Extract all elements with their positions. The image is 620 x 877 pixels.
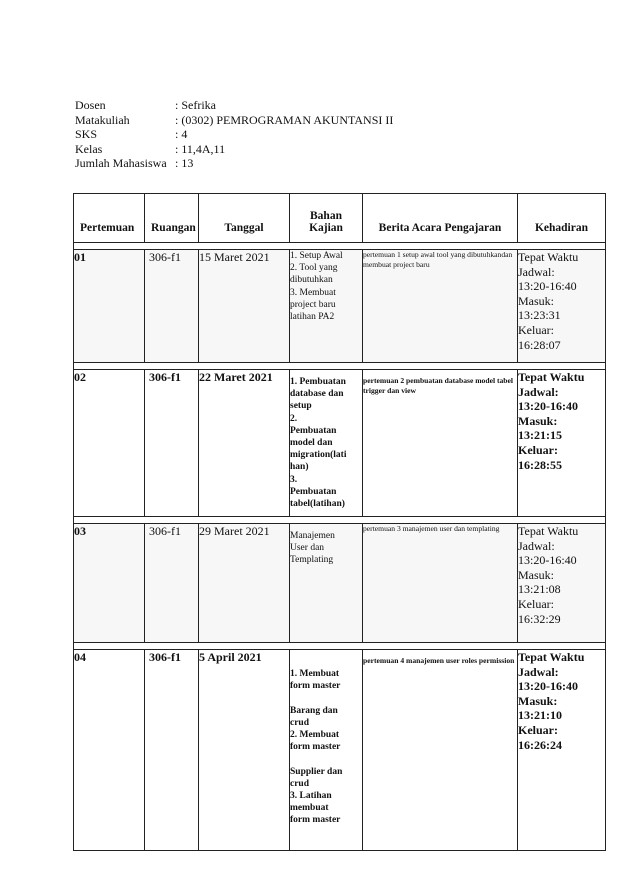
kehadiran-cell xyxy=(518,524,606,643)
cell-line: 16:32:29 xyxy=(518,611,561,626)
kelas-label: Kelas xyxy=(75,141,103,156)
pertemuan-cell: 04 xyxy=(74,650,145,851)
cell-line: Jadwal: xyxy=(518,538,555,553)
cell-line: Tepat Waktu xyxy=(518,650,585,664)
bahan-cell xyxy=(290,524,363,643)
cell-line: Masuk: xyxy=(518,693,558,708)
table-row xyxy=(74,250,606,363)
cell-line: 13:20-16:40 xyxy=(518,279,577,294)
cell-line: Keluar: xyxy=(518,722,558,737)
cell-line: 13:21:15 xyxy=(518,428,562,443)
cell-line: han) xyxy=(290,462,309,473)
cell-line: Tepat Waktu xyxy=(518,250,579,264)
matakuliah-label: Matakuliah xyxy=(75,112,130,127)
cell-line: 13:20-16:40 xyxy=(518,399,578,414)
kelas-row xyxy=(75,142,393,157)
cell-line: 1. Setup Awal xyxy=(290,251,343,261)
ruangan-cell: 306-f1 xyxy=(145,650,199,851)
tanggal-cell: 29 Maret 2021 xyxy=(199,524,290,643)
ruangan-cell: 306-f1 xyxy=(145,250,199,363)
cell-line: 16:26:24 xyxy=(518,737,562,752)
document-header xyxy=(75,98,393,171)
bahan-cell xyxy=(290,650,363,851)
jumlah-label: Jumlah Mahasiswa xyxy=(75,156,167,171)
spacer xyxy=(74,243,606,250)
cell-line: 2. xyxy=(290,413,298,424)
cell-line: model dan xyxy=(290,438,333,449)
pertemuan-cell: 01 xyxy=(74,250,145,363)
ruangan-cell: 306-f1 xyxy=(145,524,199,643)
kehadiran-cell xyxy=(518,650,606,851)
cell-line: form master xyxy=(290,815,341,826)
table-row xyxy=(74,524,606,643)
berita-cell: pertemuan 3 manajemen user dan templating xyxy=(363,524,518,643)
pertemuan-cell: 03 xyxy=(74,524,145,643)
table-header-row xyxy=(74,194,606,243)
jumlah-value: : 13 xyxy=(175,156,194,171)
cell-line: crud xyxy=(290,717,309,728)
col-ruangan: Ruangan xyxy=(145,194,199,243)
cell-line: Masuk: xyxy=(518,413,558,428)
cell-line: Keluar: xyxy=(518,322,554,337)
table-row xyxy=(74,650,606,851)
cell-line: Jadwal: xyxy=(518,264,555,279)
kehadiran-cell xyxy=(518,370,606,517)
spacer xyxy=(74,363,606,370)
col-tanggal: Tanggal xyxy=(199,194,290,243)
cell-line: 13:20-16:40 xyxy=(518,553,577,568)
col-bahan-line1: Bahan xyxy=(310,210,342,222)
kehadiran-cell xyxy=(518,250,606,363)
col-kehadiran: Kehadiran xyxy=(518,194,606,243)
cell-line: Templating xyxy=(290,555,334,566)
cell-line: 2. Membuat xyxy=(290,730,340,741)
dosen-label: Dosen xyxy=(75,98,106,112)
jumlah-row xyxy=(75,156,393,171)
dosen-row xyxy=(75,98,393,113)
cell-line: 3. xyxy=(290,474,298,485)
attendance-table xyxy=(73,193,606,851)
cell-line xyxy=(290,753,362,765)
kelas-value: : 11,4A,11 xyxy=(175,141,226,156)
cell-line: 3. Latihan xyxy=(290,791,332,802)
cell-line: project baru xyxy=(290,299,336,310)
cell-line: Barang dan xyxy=(290,705,338,716)
cell-line: User dan xyxy=(290,543,325,554)
col-pertemuan: Pertemuan xyxy=(74,194,145,243)
ruangan-cell: 306-f1 xyxy=(145,370,199,517)
cell-line: Pembuatan xyxy=(290,425,337,436)
tanggal-cell: 5 April 2021 xyxy=(199,650,290,851)
sks-row xyxy=(75,127,393,142)
cell-line: Pembuatan xyxy=(290,486,337,497)
cell-line: form master xyxy=(290,681,341,692)
berita-cell: pertemuan 4 manajemen user roles permission xyxy=(363,650,518,851)
bahan-cell xyxy=(290,250,363,363)
cell-line: latihan PA2 xyxy=(290,312,335,323)
matakuliah-value: : (0302) PEMROGRAMAN AKUNTANSI II xyxy=(175,112,394,127)
cell-line: 3. Membuat xyxy=(290,287,336,298)
cell-line: Keluar: xyxy=(518,442,558,457)
col-berita-acara: Berita Acara Pengajaran xyxy=(363,194,518,243)
cell-line: tabel(latihan) xyxy=(290,499,345,510)
cell-line: Masuk: xyxy=(518,293,554,308)
cell-line: Manajemen xyxy=(290,531,335,541)
cell-line: 1. Membuat xyxy=(290,669,340,679)
cell-line: 16:28:07 xyxy=(518,337,561,352)
cell-line: 13:21:08 xyxy=(518,582,561,597)
cell-line: Supplier dan xyxy=(290,766,343,777)
cell-line: 13:23:31 xyxy=(518,308,561,323)
berita-cell: pertemuan 2 pembuatan database model tabel trigger dan view xyxy=(363,370,518,517)
matakuliah-row xyxy=(75,113,393,128)
cell-line: crud xyxy=(290,778,309,789)
cell-line: dibutuhkan xyxy=(290,275,333,286)
cell-line: 13:20-16:40 xyxy=(518,679,578,694)
bahan-cell xyxy=(290,370,363,517)
cell-line: 2. Tool yang xyxy=(290,263,338,274)
col-bahan-line2: Kajian xyxy=(309,222,343,234)
cell-line xyxy=(290,692,362,704)
spacer xyxy=(74,517,606,524)
cell-line: setup xyxy=(290,401,312,412)
cell-line: Jadwal: xyxy=(518,384,559,399)
cell-line: membuat xyxy=(290,803,329,814)
tanggal-cell: 15 Maret 2021 xyxy=(199,250,290,363)
cell-line: Jadwal: xyxy=(518,664,559,679)
pertemuan-cell: 02 xyxy=(74,370,145,517)
sks-value: : 4 xyxy=(175,127,188,142)
cell-line: database dan xyxy=(290,389,344,400)
cell-line: form master xyxy=(290,742,341,753)
table-row xyxy=(74,370,606,517)
dosen-value: : Sefrika xyxy=(175,98,216,112)
cell-line: Tepat Waktu xyxy=(518,370,585,384)
cell-line: migration(lati xyxy=(290,450,347,461)
berita-cell: pertemuan 1 setup awal tool yang dibutuhkandan membuat project baru xyxy=(363,250,518,363)
cell-line: Tepat Waktu xyxy=(518,524,579,538)
cell-line: 1. Pembuatan xyxy=(290,377,346,387)
cell-line: 13:21:10 xyxy=(518,708,562,723)
sks-label: SKS xyxy=(75,127,98,142)
col-bahan-kajian xyxy=(290,194,363,243)
cell-line: 16:28:55 xyxy=(518,457,562,472)
tanggal-cell: 22 Maret 2021 xyxy=(199,370,290,517)
spacer xyxy=(74,643,606,650)
cell-line: Keluar: xyxy=(518,596,554,611)
cell-line: Masuk: xyxy=(518,567,554,582)
